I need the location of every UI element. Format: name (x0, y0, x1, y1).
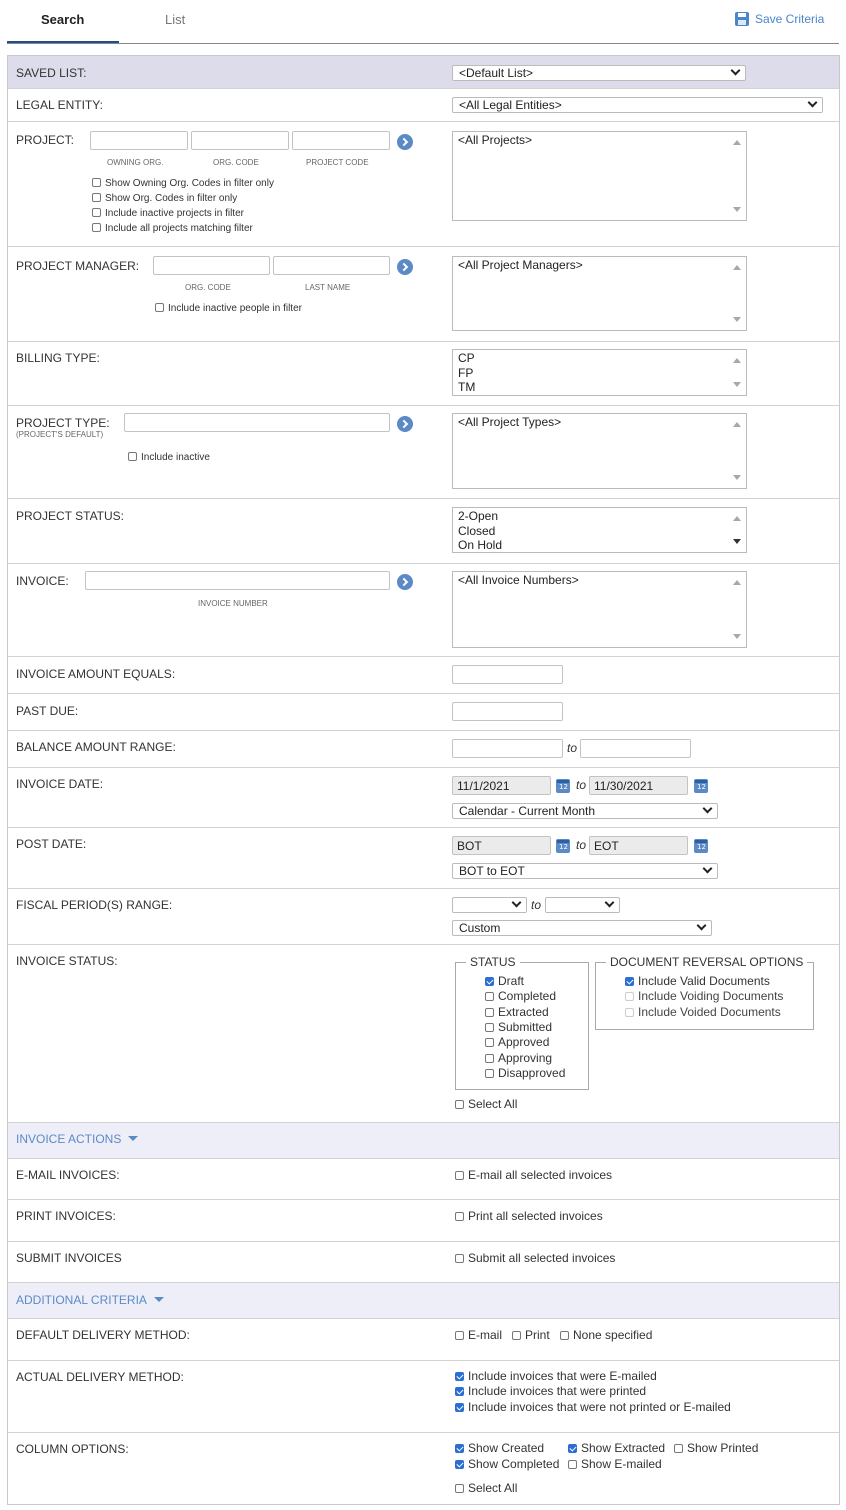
checkbox-checked-icon (625, 977, 634, 986)
checkbox-icon (92, 208, 101, 217)
row-billing-type (8, 342, 839, 406)
row-submit-invoices (8, 1242, 839, 1283)
chevron-down-icon (697, 921, 707, 931)
row-project-manager (8, 247, 839, 342)
project-code-sublabel: PROJECT CODE (306, 158, 369, 167)
show-printed-checkbox[interactable] (674, 1441, 758, 1455)
invoice-actions-toggle[interactable] (16, 1132, 138, 1146)
pm-org-code-sublabel: ORG. CODE (185, 283, 231, 292)
column-options-label: COLUMN OPTIONS: (16, 1442, 129, 1456)
checkbox-label: Submitted (498, 1020, 553, 1034)
checkbox-label: Include invoices that were E-mailed (468, 1369, 657, 1383)
checkbox-label: Print all selected invoices (468, 1209, 603, 1223)
project-status-listbox[interactable] (452, 507, 747, 553)
org-code-input[interactable] (191, 131, 289, 150)
show-completed-checkbox[interactable] (455, 1457, 559, 1471)
list-item[interactable]: <All Invoice Numbers> (458, 573, 579, 587)
tab-divider (7, 43, 839, 44)
checkbox-icon (455, 1484, 464, 1493)
actual-delivery-label: ACTUAL DELIVERY METHOD: (16, 1370, 184, 1384)
project-label: PROJECT: (16, 133, 75, 147)
checkbox-icon (560, 1331, 569, 1340)
scrollbar[interactable] (729, 132, 746, 220)
checkbox-icon (568, 1460, 577, 1469)
chevron-down-icon (703, 804, 713, 814)
invoice-date-preset-select[interactable] (452, 803, 718, 819)
chevron-down-icon (512, 898, 522, 908)
balance-from-input[interactable] (452, 739, 563, 758)
tab-bar (0, 0, 846, 44)
scroll-down-icon[interactable] (733, 207, 741, 212)
fiscal-from-select[interactable] (452, 897, 527, 913)
checkbox-icon (455, 1254, 464, 1263)
default-delivery-print-checkbox[interactable] (512, 1328, 550, 1342)
project-type-listbox[interactable] (452, 413, 747, 489)
scroll-up-icon[interactable] (733, 516, 741, 521)
default-delivery-none-checkbox[interactable] (560, 1328, 652, 1342)
project-type-input[interactable] (124, 413, 390, 432)
row-post-date (8, 828, 839, 889)
email-invoices-label: E-MAIL INVOICES: (16, 1168, 120, 1182)
checkbox-label: Include Valid Documents (638, 974, 770, 988)
calendar-icon[interactable] (556, 779, 570, 793)
invoice-status-label: INVOICE STATUS: (16, 954, 118, 968)
reversal-legend: DOCUMENT REVERSAL OPTIONS (606, 955, 807, 969)
row-invoice-amount (8, 657, 839, 694)
list-item[interactable]: <All Project Types> (458, 415, 562, 429)
checkbox-label: Show Completed (468, 1457, 560, 1471)
post-date-from-input[interactable]: BOT (452, 836, 551, 855)
saved-list-value: <Default List> (459, 66, 534, 80)
include-not-printed-checkbox[interactable] (455, 1400, 731, 1414)
list-item[interactable]: Closed (458, 523, 496, 538)
checkbox-label: Show Owning Org. Codes in filter only (105, 178, 274, 189)
save-criteria-label: Save Criteria (755, 12, 825, 26)
row-column-options (8, 1433, 839, 1504)
checkbox-checked-icon (568, 1444, 577, 1453)
checkbox-label: Show Created (468, 1441, 545, 1455)
scrollbar[interactable] (729, 508, 746, 552)
balance-to-input[interactable] (580, 739, 691, 758)
fiscal-to-label: to (531, 898, 542, 912)
include-valid-documents-checkbox[interactable] (625, 974, 770, 988)
submit-invoices-label: SUBMIT INVOICES (16, 1251, 122, 1265)
checkbox-label: Show Extracted (581, 1441, 666, 1455)
checkbox-label: Completed (498, 989, 557, 1003)
post-date-label: POST DATE: (16, 837, 87, 851)
default-delivery-email-checkbox[interactable] (455, 1328, 502, 1342)
list-item[interactable]: CP (458, 351, 475, 365)
checkbox-icon (92, 193, 101, 202)
checkbox-label: Show Printed (687, 1441, 759, 1455)
checkbox-icon (155, 303, 164, 312)
checkbox-label: Include invoices that were printed (468, 1384, 647, 1398)
checkbox-label: Include inactive people in filter (168, 303, 302, 314)
checkbox-label: Submit all selected invoices (468, 1251, 616, 1265)
checkbox-label: Include inactive projects in filter (105, 208, 244, 219)
invoice-actions-label: INVOICE ACTIONS (16, 1132, 122, 1146)
scroll-down-icon[interactable] (733, 475, 741, 480)
tab-list[interactable]: List (165, 12, 186, 27)
project-type-sublabel: (PROJECT'S DEFAULT) (16, 430, 104, 439)
post-date-to-input[interactable]: EOT (589, 836, 688, 855)
saved-list-label: SAVED LIST: (16, 66, 87, 80)
print-all-selected-checkbox[interactable] (455, 1209, 603, 1223)
checkbox-icon (92, 223, 101, 232)
checkbox-label: E-mail (468, 1328, 503, 1342)
checkbox-icon (455, 1212, 464, 1221)
status-legend: STATUS (466, 955, 520, 969)
submit-all-selected-checkbox[interactable] (455, 1251, 615, 1265)
checkbox-checked-icon (455, 1460, 464, 1469)
checkbox-label: Show Org. Codes in filter only (105, 193, 238, 204)
status-select-all-checkbox[interactable] (455, 1097, 517, 1111)
checkbox-label: Select All (468, 1481, 518, 1495)
show-org-codes-checkbox[interactable] (92, 193, 237, 204)
invoice-date-to-label: to (576, 778, 587, 792)
past-due-label: PAST DUE: (16, 704, 79, 718)
row-legal-entity (8, 89, 839, 122)
checkbox-checked-icon (455, 1372, 464, 1381)
checkbox-checked-icon (485, 977, 494, 986)
list-item[interactable]: FP (458, 365, 474, 380)
checkbox-icon (455, 1100, 464, 1109)
status-approved-checkbox[interactable] (485, 1035, 549, 1049)
post-date-preset-select[interactable] (452, 863, 718, 879)
status-completed-checkbox[interactable] (485, 989, 556, 1003)
invoice-date-from-input[interactable]: 11/1/2021 (452, 776, 551, 795)
checkbox-checked-icon (455, 1387, 464, 1396)
invoice-date-label: INVOICE DATE: (16, 777, 104, 791)
checkbox-icon (455, 1331, 464, 1340)
chevron-down-icon (703, 864, 713, 874)
checkbox-label: Include invoices that were not printed or E-mailed (468, 1400, 731, 1414)
list-item[interactable]: 2-Open (458, 509, 499, 523)
scroll-up-icon[interactable] (733, 422, 741, 427)
checkbox-label: Include inactive (141, 452, 210, 463)
checkbox-label: Include all projects matching filter (105, 223, 253, 234)
checkbox-checked-icon (455, 1444, 464, 1453)
status-submitted-checkbox[interactable] (485, 1020, 552, 1034)
org-code-sublabel: ORG. CODE (213, 158, 259, 167)
checkbox-disabled-icon (625, 992, 634, 1001)
scroll-down-icon[interactable] (733, 382, 741, 387)
fiscal-preset-select[interactable] (452, 920, 712, 936)
fiscal-preset-value: Custom (459, 921, 501, 935)
invoice-date-to-input[interactable]: 11/30/2021 (589, 776, 688, 795)
scrollbar[interactable] (729, 350, 746, 395)
scroll-up-icon[interactable] (733, 358, 741, 363)
column-select-all-checkbox[interactable] (455, 1481, 517, 1495)
balance-range-label: BALANCE AMOUNT RANGE: (16, 740, 176, 754)
owning-org-input[interactable] (90, 131, 188, 150)
row-past-due (8, 694, 839, 731)
invoice-label: INVOICE: (16, 574, 69, 588)
checkbox-label: None specified (573, 1328, 653, 1342)
row-invoice-date (8, 768, 839, 828)
checkbox-icon (485, 1038, 494, 1047)
checkbox-icon (485, 1054, 494, 1063)
fiscal-to-select[interactable] (545, 897, 620, 913)
row-invoice-status (8, 945, 839, 1123)
row-print-invoices (8, 1200, 839, 1242)
billing-type-label: BILLING TYPE: (16, 351, 100, 365)
row-saved-list (8, 56, 839, 89)
list-item[interactable]: <All Project Managers> (458, 258, 583, 272)
project-listbox[interactable] (452, 131, 747, 221)
pm-org-code-input[interactable] (153, 256, 270, 275)
chevron-down-icon (605, 898, 615, 908)
checkbox-label: Extracted (498, 1005, 549, 1019)
scroll-up-icon[interactable] (733, 580, 741, 585)
pm-last-name-sublabel: LAST NAME (305, 283, 351, 292)
past-due-input[interactable] (452, 702, 563, 721)
checkbox-label: Disapproved (498, 1066, 566, 1080)
status-extracted-checkbox[interactable] (485, 1005, 549, 1019)
additional-criteria-label: ADDITIONAL CRITERIA (16, 1293, 147, 1307)
project-manager-label: PROJECT MANAGER: (16, 259, 140, 273)
checkbox-label: Print (525, 1328, 550, 1342)
invoice-number-sublabel: INVOICE NUMBER (198, 599, 268, 608)
project-code-input[interactable] (292, 131, 390, 150)
legal-entity-label: LEGAL ENTITY: (16, 98, 103, 112)
project-type-go-icon[interactable] (397, 416, 413, 432)
checkbox-icon (485, 992, 494, 1001)
list-item[interactable]: On Hold (458, 538, 503, 552)
checkbox-icon (485, 1023, 494, 1032)
invoice-actions-header[interactable] (8, 1123, 839, 1159)
email-all-selected-checkbox[interactable] (455, 1168, 612, 1182)
checkbox-icon (92, 178, 101, 187)
checkbox-icon (485, 1008, 494, 1017)
default-delivery-label: DEFAULT DELIVERY METHOD: (16, 1328, 190, 1342)
calendar-icon[interactable] (694, 839, 708, 853)
checkbox-label: Select All (468, 1097, 518, 1111)
include-inactive-people-checkbox[interactable] (155, 303, 302, 314)
invoice-amount-label: INVOICE AMOUNT EQUALS: (16, 667, 176, 681)
row-project-status (8, 499, 839, 564)
checkbox-disabled-icon (625, 1008, 634, 1017)
show-created-checkbox[interactable] (455, 1441, 544, 1455)
row-invoice (8, 564, 839, 657)
status-fieldset (455, 955, 589, 1090)
checkbox-icon (485, 1069, 494, 1078)
include-printed-checkbox[interactable] (455, 1384, 646, 1398)
caret-down-icon (154, 1297, 164, 1302)
balance-to-label: to (567, 741, 578, 755)
checkbox-label: Include Voiding Documents (638, 989, 784, 1003)
checkbox-icon (455, 1171, 464, 1180)
project-status-label: PROJECT STATUS: (16, 509, 125, 523)
row-balance-range (8, 731, 839, 768)
print-invoices-label: PRINT INVOICES: (16, 1209, 116, 1223)
calendar-icon[interactable] (556, 839, 570, 853)
status-disapproved-checkbox[interactable] (485, 1066, 565, 1080)
checkbox-icon (674, 1444, 683, 1453)
additional-criteria-toggle[interactable] (16, 1293, 164, 1307)
invoice-listbox[interactable] (452, 571, 747, 648)
checkbox-label: Approving (498, 1051, 553, 1065)
checkbox-label: Approved (498, 1035, 550, 1049)
chevron-down-icon (731, 66, 741, 76)
checkbox-label: Include Voided Documents (638, 1005, 781, 1019)
caret-down-icon (128, 1136, 138, 1141)
invoice-amount-input[interactable] (452, 665, 563, 684)
row-fiscal-range (8, 889, 839, 945)
include-all-projects-checkbox[interactable] (92, 223, 253, 234)
include-voiding-documents-checkbox[interactable] (625, 989, 783, 1003)
scrollbar[interactable] (729, 572, 746, 647)
pm-last-name-input[interactable] (273, 256, 390, 275)
scroll-down-icon[interactable] (733, 317, 741, 322)
search-form (7, 55, 840, 1505)
scroll-up-icon[interactable] (733, 140, 741, 145)
scrollbar[interactable] (729, 257, 746, 330)
saved-list-select[interactable] (452, 65, 746, 81)
scrollbar[interactable] (729, 414, 746, 488)
post-date-preset-value: BOT to EOT (459, 864, 525, 878)
post-date-to-label: to (576, 838, 587, 852)
owning-org-sublabel: OWNING ORG. (107, 158, 164, 167)
scroll-up-icon[interactable] (733, 265, 741, 270)
checkbox-icon (128, 452, 137, 461)
save-criteria-button[interactable] (735, 12, 824, 26)
invoice-date-preset-value: Calendar - Current Month (459, 804, 596, 818)
reversal-fieldset (595, 955, 814, 1030)
tab-search[interactable]: Search (41, 12, 85, 27)
row-default-delivery (8, 1319, 839, 1361)
checkbox-label: Draft (498, 974, 525, 988)
project-manager-listbox[interactable] (452, 256, 747, 331)
row-project (8, 122, 839, 247)
scroll-down-icon[interactable] (733, 634, 741, 639)
legal-entity-value: <All Legal Entities> (459, 98, 562, 112)
row-email-invoices (8, 1159, 839, 1200)
additional-criteria-header[interactable] (8, 1283, 839, 1319)
checkbox-label: Show E-mailed (581, 1457, 662, 1471)
pm-search-go-icon[interactable] (397, 259, 413, 275)
include-voided-documents-checkbox[interactable] (625, 1005, 781, 1019)
checkbox-label: E-mail all selected invoices (468, 1168, 613, 1182)
billing-type-listbox[interactable] (452, 349, 747, 396)
checkbox-icon (512, 1331, 521, 1340)
floppy-disk-icon (735, 12, 749, 26)
show-extracted-checkbox[interactable] (568, 1441, 665, 1455)
show-emailed-checkbox[interactable] (568, 1457, 662, 1471)
checkbox-checked-icon (455, 1403, 464, 1412)
project-search-go-icon[interactable] (397, 134, 413, 150)
show-owning-org-codes-checkbox[interactable] (92, 178, 274, 189)
list-item[interactable]: <All Projects> (458, 133, 533, 147)
status-approving-checkbox[interactable] (485, 1051, 552, 1065)
invoice-number-input[interactable] (85, 571, 390, 590)
chevron-down-icon (808, 98, 818, 108)
calendar-icon[interactable] (694, 779, 708, 793)
include-inactive-types-checkbox[interactable] (128, 452, 210, 463)
project-type-label: PROJECT TYPE: (16, 416, 110, 430)
fiscal-range-label: FISCAL PERIOD(S) RANGE: (16, 898, 173, 912)
include-inactive-projects-checkbox[interactable] (92, 208, 244, 219)
status-draft-checkbox[interactable] (485, 974, 524, 988)
row-project-type (8, 406, 839, 499)
scroll-down-icon[interactable] (733, 539, 741, 544)
invoice-go-icon[interactable] (397, 574, 413, 590)
include-emailed-checkbox[interactable] (455, 1369, 657, 1383)
legal-entity-select[interactable] (452, 97, 823, 113)
row-actual-delivery (8, 1361, 839, 1433)
list-item[interactable]: TM (458, 380, 476, 394)
